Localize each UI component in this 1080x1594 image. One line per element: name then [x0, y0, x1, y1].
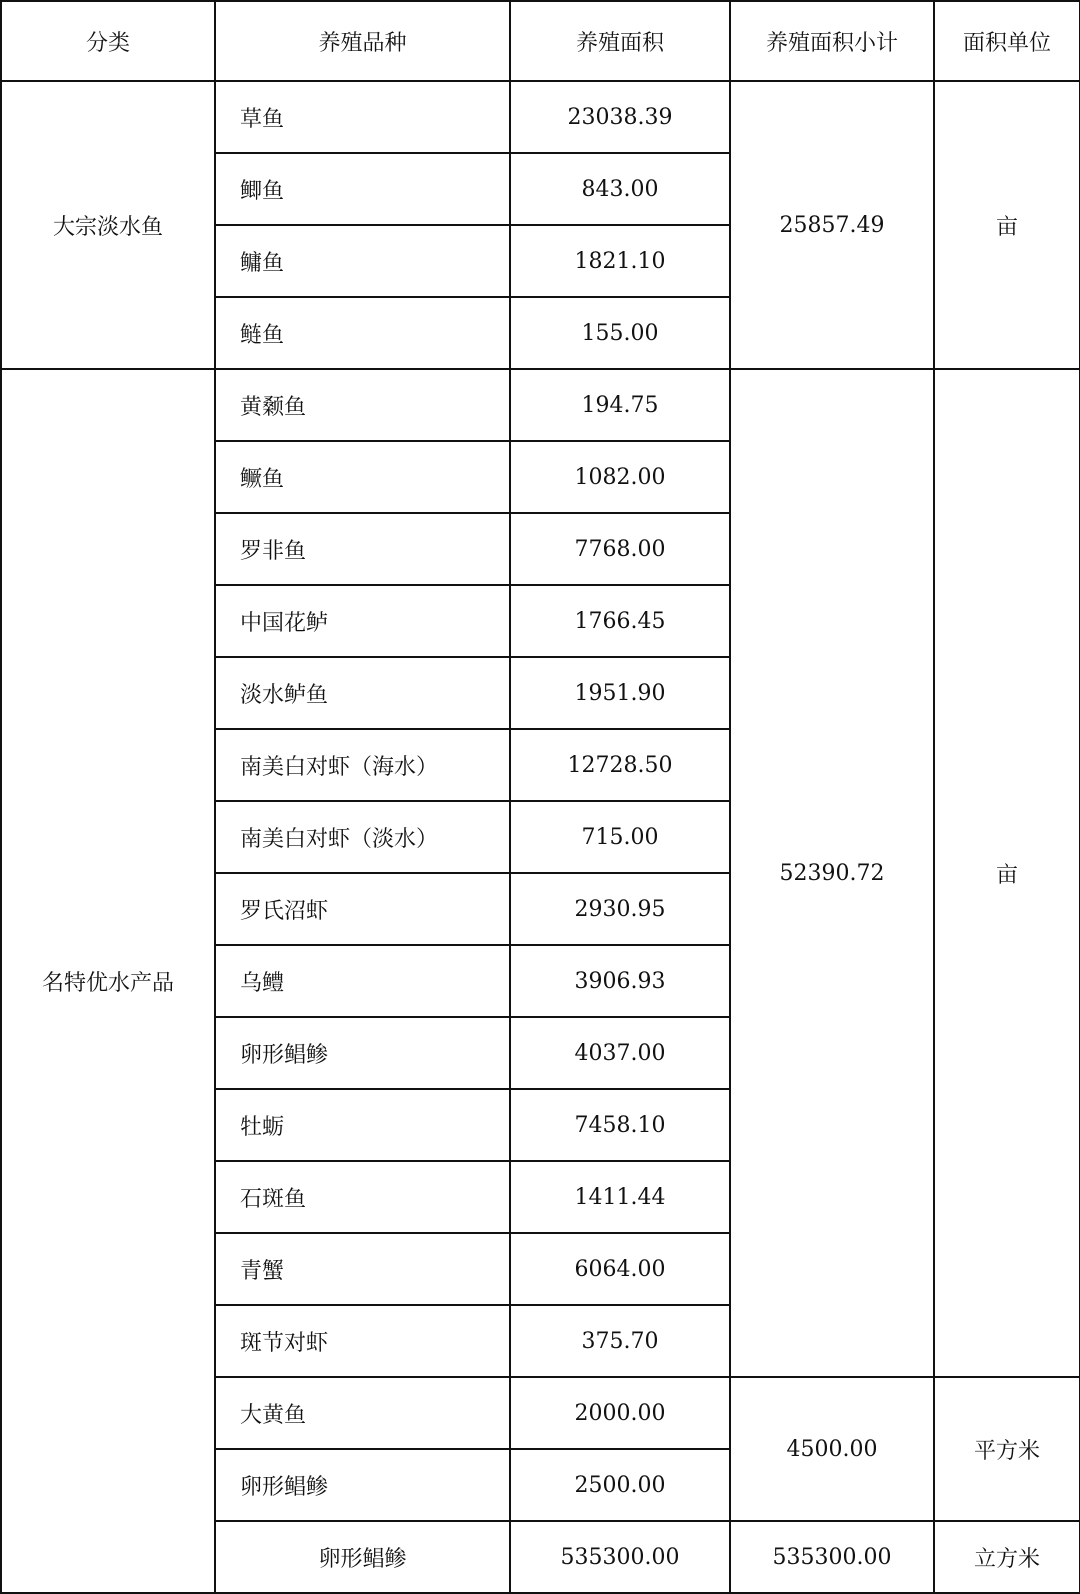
area-cell: 715.00 — [510, 801, 730, 873]
variety-cell: 鳜鱼 — [215, 441, 510, 513]
header-row — [1, 1, 1080, 81]
column-header: 养殖品种 — [215, 1, 510, 81]
area-cell: 7458.10 — [510, 1089, 730, 1161]
area-cell: 535300.00 — [510, 1521, 730, 1593]
area-cell: 3906.93 — [510, 945, 730, 1017]
area-cell: 23038.39 — [510, 81, 730, 153]
area-cell: 1082.00 — [510, 441, 730, 513]
table-row — [1, 369, 1080, 441]
area-cell: 2930.95 — [510, 873, 730, 945]
column-header: 养殖面积小计 — [730, 1, 934, 81]
variety-cell: 乌鳢 — [215, 945, 510, 1017]
area-cell: 4037.00 — [510, 1017, 730, 1089]
column-header: 分类 — [1, 1, 215, 81]
area-cell: 1951.90 — [510, 657, 730, 729]
variety-cell: 草鱼 — [215, 81, 510, 153]
area-cell: 1411.44 — [510, 1161, 730, 1233]
area-cell: 2000.00 — [510, 1377, 730, 1449]
unit-cell: 亩 — [934, 81, 1080, 369]
subtotal-cell: 4500.00 — [730, 1377, 934, 1521]
area-cell: 7768.00 — [510, 513, 730, 585]
variety-cell: 卵形鲳鲹 — [215, 1449, 510, 1521]
variety-cell: 淡水鲈鱼 — [215, 657, 510, 729]
column-header: 面积单位 — [934, 1, 1080, 81]
variety-cell: 鲫鱼 — [215, 153, 510, 225]
category-cell: 大宗淡水鱼 — [1, 81, 215, 369]
subtotal-cell: 25857.49 — [730, 81, 934, 369]
subtotal-cell: 535300.00 — [730, 1521, 934, 1593]
area-cell: 6064.00 — [510, 1233, 730, 1305]
column-header: 养殖面积 — [510, 1, 730, 81]
area-cell: 2500.00 — [510, 1449, 730, 1521]
variety-cell: 斑节对虾 — [215, 1305, 510, 1377]
table-row — [1, 81, 1080, 153]
area-cell: 375.70 — [510, 1305, 730, 1377]
variety-cell: 青蟹 — [215, 1233, 510, 1305]
variety-cell: 鳙鱼 — [215, 225, 510, 297]
variety-cell: 罗氏沼虾 — [215, 873, 510, 945]
variety-cell: 罗非鱼 — [215, 513, 510, 585]
unit-cell: 平方米 — [934, 1377, 1080, 1521]
area-cell: 194.75 — [510, 369, 730, 441]
variety-cell: 南美白对虾（淡水） — [215, 801, 510, 873]
variety-cell: 石斑鱼 — [215, 1161, 510, 1233]
variety-cell: 鲢鱼 — [215, 297, 510, 369]
area-cell: 843.00 — [510, 153, 730, 225]
variety-cell: 卵形鲳鲹 — [215, 1521, 510, 1593]
variety-cell: 卵形鲳鲹 — [215, 1017, 510, 1089]
unit-cell: 立方米 — [934, 1521, 1080, 1593]
area-cell: 1766.45 — [510, 585, 730, 657]
subtotal-cell: 52390.72 — [730, 369, 934, 1377]
variety-cell: 黄颡鱼 — [215, 369, 510, 441]
variety-cell: 大黄鱼 — [215, 1377, 510, 1449]
variety-cell: 南美白对虾（海水） — [215, 729, 510, 801]
area-cell: 155.00 — [510, 297, 730, 369]
area-cell: 12728.50 — [510, 729, 730, 801]
variety-cell: 牡蛎 — [215, 1089, 510, 1161]
unit-cell: 亩 — [934, 369, 1080, 1377]
category-cell: 名特优水产品 — [1, 369, 215, 1593]
area-cell: 1821.10 — [510, 225, 730, 297]
variety-cell: 中国花鲈 — [215, 585, 510, 657]
